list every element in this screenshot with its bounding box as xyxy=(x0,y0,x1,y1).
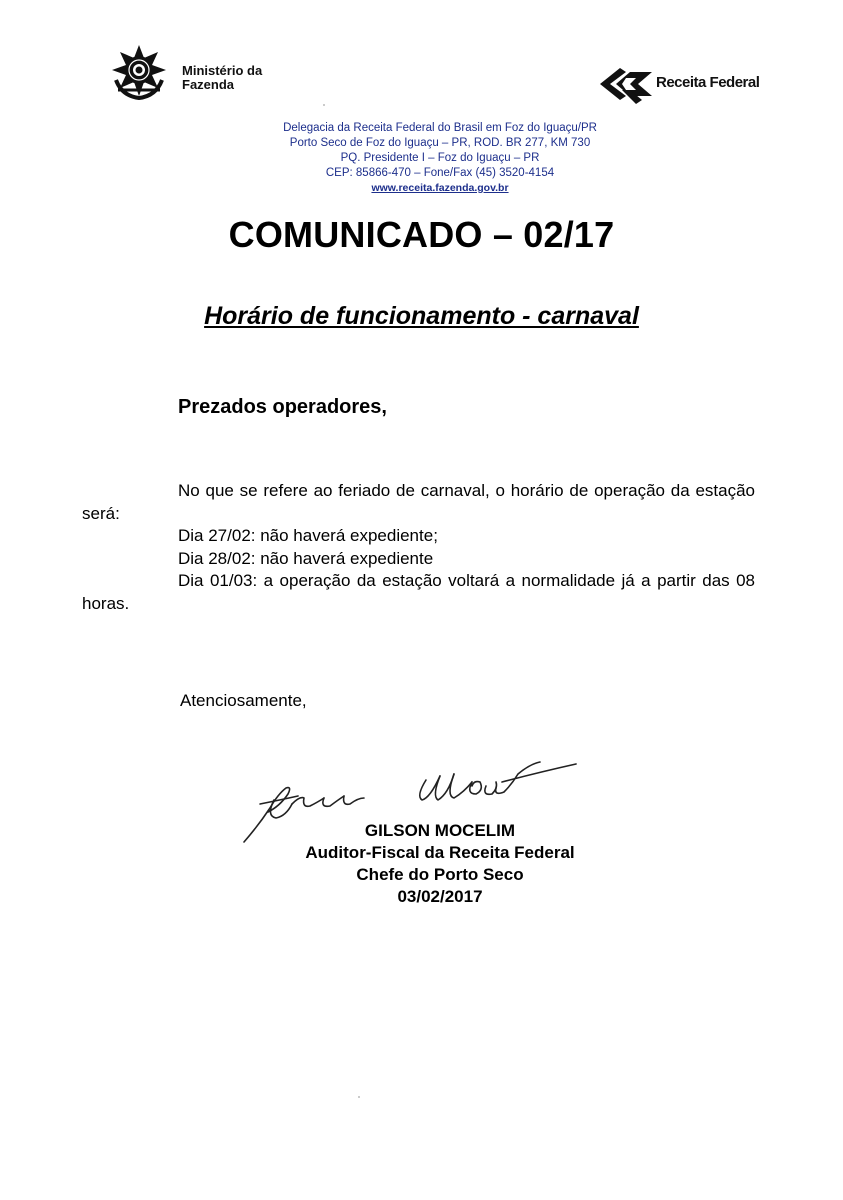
brazil-coat-of-arms-icon xyxy=(108,44,170,100)
ministry-line-2: Fazenda xyxy=(182,77,235,92)
signatory-block xyxy=(260,820,620,908)
address-line-3: PQ. Presidente I – Foz do Iguaçu – PR xyxy=(340,152,540,164)
agency-name: Receita Federal xyxy=(656,74,760,91)
ministry-line-1: Ministério da xyxy=(182,63,263,78)
scan-speck xyxy=(358,1096,360,1098)
schedule-day-3: Dia 01/03: a operação da estação voltará a normalidade já a partir das 08 horas. xyxy=(82,571,755,613)
address-block xyxy=(180,121,700,196)
document-subtitle: Horário de funcionamento - carnaval xyxy=(204,302,639,330)
signatory-role: Auditor-Fiscal da Receita Federal xyxy=(305,843,575,862)
signatory-position: Chefe do Porto Seco xyxy=(356,865,524,884)
address-line-1: Delegacia da Receita Federal do Brasil em Foz do Iguaçu/PR xyxy=(283,122,597,134)
signature-date: 03/02/2017 xyxy=(397,887,483,906)
receita-federal-logo xyxy=(596,62,776,106)
salutation: Prezados operadores, xyxy=(178,396,387,418)
schedule-day-1: Dia 27/02: não haverá expediente; xyxy=(178,526,438,545)
schedule-day-2: Dia 28/02: não haverá expediente xyxy=(178,548,434,568)
website-link[interactable]: www.receita.fazenda.gov.br xyxy=(371,182,509,194)
receita-federal-mark-icon xyxy=(596,62,656,106)
document-title: COMUNICADO – 02/17 xyxy=(228,214,615,255)
address-line-2: Porto Seco de Foz do Iguaçu – PR, ROD. BR 277, KM 730 xyxy=(289,137,591,149)
notice-body xyxy=(82,480,755,615)
signatory-name: GILSON MOCELIM xyxy=(364,821,516,840)
ministry-name xyxy=(182,64,262,92)
closing-phrase: Atenciosamente, xyxy=(180,691,307,710)
ministry-logo xyxy=(108,44,278,100)
scan-speck xyxy=(323,104,325,106)
address-line-4: CEP: 85866-470 – Fone/Fax (45) 3520-4154 xyxy=(325,167,555,179)
intro-paragraph: No que se refere ao feriado de carnaval, o horário de operação da estação será: xyxy=(82,481,755,523)
